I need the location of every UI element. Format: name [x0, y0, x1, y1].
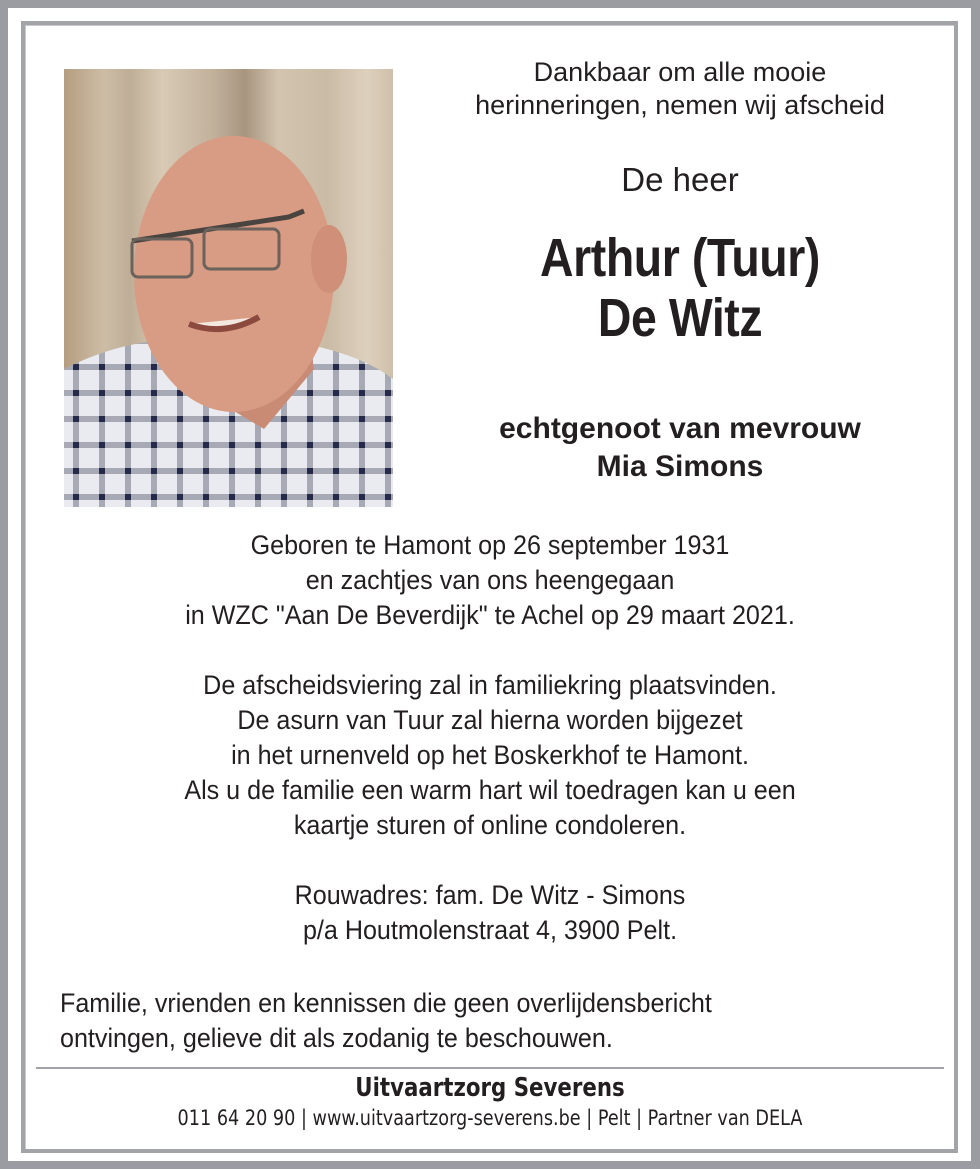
address-line-1: Rouwadres: fam. De Witz - Simons: [294, 880, 686, 910]
name-line-1: Arthur (Tuur): [540, 228, 820, 288]
birth-death-paragraph: [72, 528, 909, 633]
footer-divider: [36, 1067, 944, 1069]
ceremony-line-3: in het urnenveld op het Boskerkhof te Hamont.: [231, 740, 749, 770]
closing-line-2: ontvingen, gelieve dit als zodanig te beschouwen.: [60, 1023, 613, 1053]
closing-line-1: Familie, vrienden en kennissen die geen overlijdensbericht: [60, 988, 712, 1018]
address-line-2: p/a Houtmolenstraat 4, 3900 Pelt.: [302, 915, 678, 945]
portrait-photo: [64, 69, 393, 507]
address-paragraph: [72, 878, 909, 948]
passing-line: en zachtjes van ons heengegaan: [305, 565, 675, 595]
ceremony-line-2: De asurn van Tuur zal hierna worden bijgezet: [237, 705, 743, 735]
funeral-home-contact: 011 64 20 90 | www.uitvaartzorg-severens.be | Pelt | Partner van DELA: [177, 1106, 803, 1130]
birth-line: Geboren te Hamont op 26 september 1931: [250, 530, 730, 560]
ceremony-line-4: Als u de familie een warm hart wil toedragen kan u een: [184, 775, 796, 805]
intro-text: [420, 56, 940, 122]
intro-line-2: herinneringen, nemen wij afscheid: [475, 90, 885, 120]
death-place-line: in WZC "Aan De Beverdijk" te Achel op 29 maart 2021.: [185, 600, 795, 630]
deceased-name: [456, 228, 903, 348]
honorific: De heer: [621, 161, 739, 198]
closing-paragraph: [60, 986, 712, 1056]
name-line-2: De Witz: [597, 288, 763, 348]
ceremony-paragraph: [72, 668, 909, 843]
spouse-line-2: Mia Simons: [596, 450, 764, 483]
intro-line-1: Dankbaar om alle mooie: [533, 57, 827, 87]
ceremony-line-1: De afscheidsviering zal in familiekring plaatsvinden.: [203, 670, 777, 700]
spouse-text: [420, 410, 940, 486]
portrait-image: [64, 69, 393, 507]
funeral-home-name: Uitvaartzorg Severens: [355, 1073, 625, 1103]
ceremony-line-5: kaartje sturen of online condoleren.: [293, 810, 687, 840]
spouse-line-1: echtgenoot van mevrouw: [499, 412, 861, 445]
